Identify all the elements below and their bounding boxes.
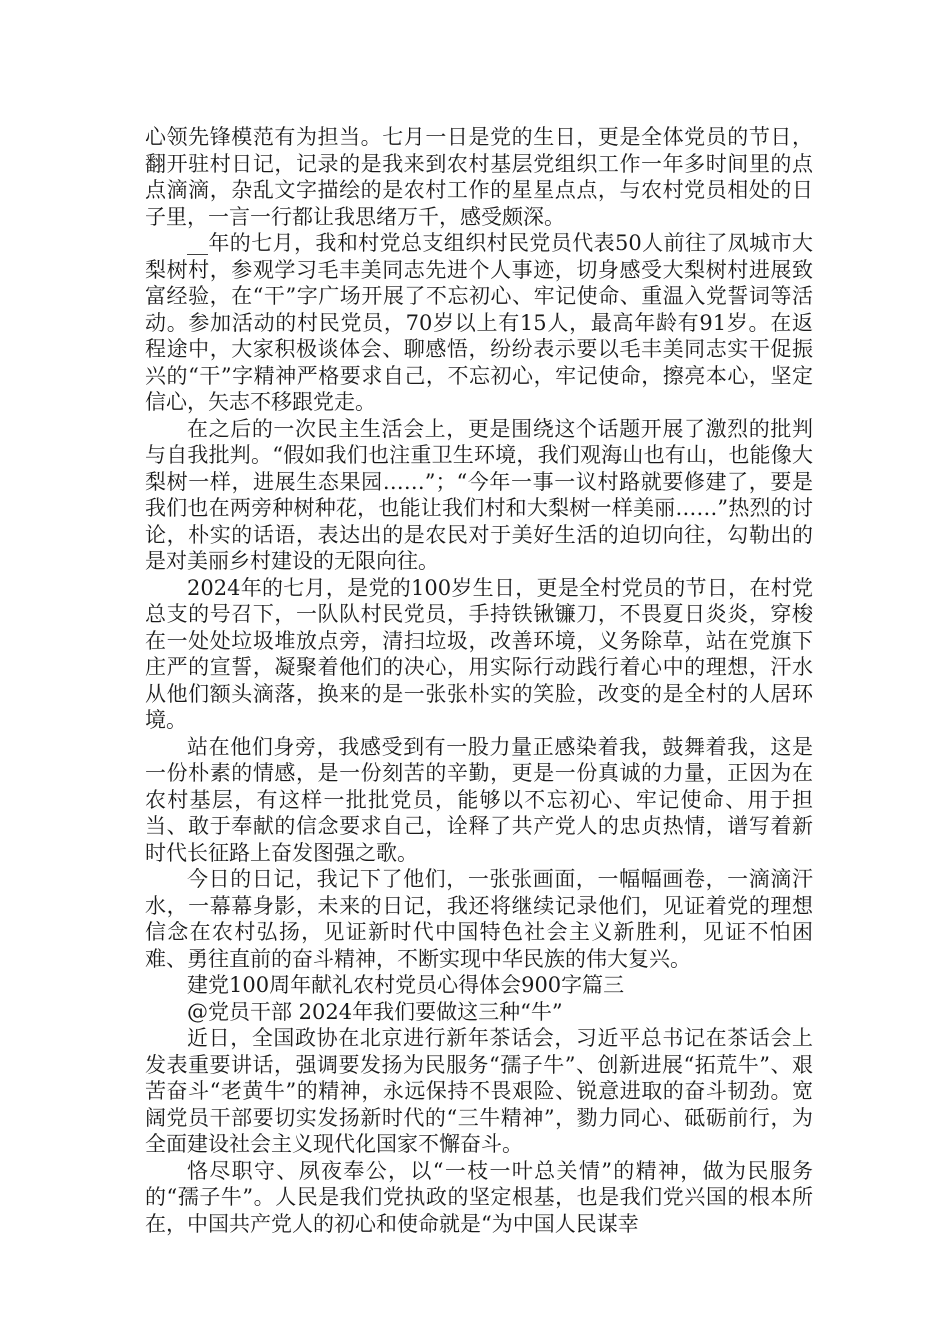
paragraph: __年的七月，我和村党总支组织村民党员代表50人前往了凤城市大梨树村，参观学习毛丰美同志先进个人事迹，切身感受大梨树村进展致富经验，在“干”字广场开展了不忘初心、牢记使命、重温入党誓词等活动。参加活动的村民党员，70岁以上有15人，最高年龄有91岁。在返程途中，大家积极谈体会、聊感悟，纷纷表示要以毛丰美同志实干促振兴的“干”字精神严格要求自己，不忘初心，牢记使命，擦亮本心，坚定信心，矢志不移跟党走。 — [145, 231, 813, 414]
section-heading: 建党100周年献礼农村党员心得体会900字篇三 — [187, 973, 625, 997]
paragraph: 今日的日记，我记下了他们，一张张画面，一幅幅画卷，一滴滴汗水，一幕幕身影，未来的日记，我还将继续记录他们，见证着党的理想信念在农村弘扬，见证新时代中国特色社会主义新胜利，见证不怕困难、勇往直前的奋斗精神，不断实现中华民族的伟大复兴。 — [145, 867, 813, 971]
paragraph: 心领先锋模范有为担当。七月一日是党的生日，更是全体党员的节日，翻开驻村日记，记录的是我来到农村基层党组织工作一年多时间里的点点滴滴，杂乱文字描绘的是农村工作的星星点点，与农村党员相处的日子里，一言一行都让我思绪万千，感受颇深。 — [145, 125, 813, 229]
paragraph: 2024年的七月，是党的100岁生日，更是全村党员的节日，在村党总支的号召下，一队队村民党员，手持铁锹镰刀，不畏夏日炎炎，穿梭在一处处垃圾堆放点旁，清扫垃圾，改善环境，义务除草，站在党旗下庄严的宣誓，凝聚着他们的决心，用实际行动践行着心中的理想，汗水从他们额头滴落，换来的是一张张朴实的笑脸，改变的是全村的人居环境。 — [145, 575, 813, 732]
paragraph: 站在他们身旁，我感受到有一股力量正感染着我，鼓舞着我，这是一份朴素的情感，是一份刻苦的辛勤，更是一份真诚的力量，正因为在农村基层，有这样一批批党员，能够以不忘初心、牢记使命、用于担当、敢于奉献的信念要求自己，诠释了共产党人的忠贞热情，谱写着新时代长征路上奋发图强之歌。 — [145, 734, 813, 865]
section-subheading: @党员干部 2024年我们要做这三种“牛” — [187, 999, 563, 1024]
paragraph: 在之后的一次民主生活会上，更是围绕这个话题开展了激烈的批判与自我批判。“假如我们也注重卫生环境，我们观海山也有山，也能像大梨树一样，进展生态果园……”；“今年一事一议村路就要修建了，要是我们也在两旁种树种花，也能让我们村和大梨树一样美丽……”热烈的讨论，朴实的话语，表达出的是农民对于美好生活的迫切向往，勾勒出的是对美丽乡村建设的无限向往。 — [145, 416, 813, 573]
document-body — [145, 124, 813, 1237]
paragraph: 恪尽职守、夙夜奉公，以“一枝一叶总关情”的精神，做为民服务的“孺子牛”。人民是我们党执政的坚定根基，也是我们党兴国的根本所在，中国共产党人的初心和使命就是“为中国人民谋幸 — [145, 1158, 813, 1236]
paragraph: 近日，全国政协在北京进行新年茶话会，习近平总书记在茶话会上发表重要讲话，强调要发扬为民服务“孺子牛”、创新进展“拓荒牛”、艰苦奋斗“老黄牛”的精神，永远保持不畏艰险、锐意进取的奋斗韧劲。宽阔党员干部要切实发扬新时代的“三牛精神”，勠力同心、砥砺前行，为全面建设社会主义现代化国家不懈奋斗。 — [145, 1026, 813, 1156]
